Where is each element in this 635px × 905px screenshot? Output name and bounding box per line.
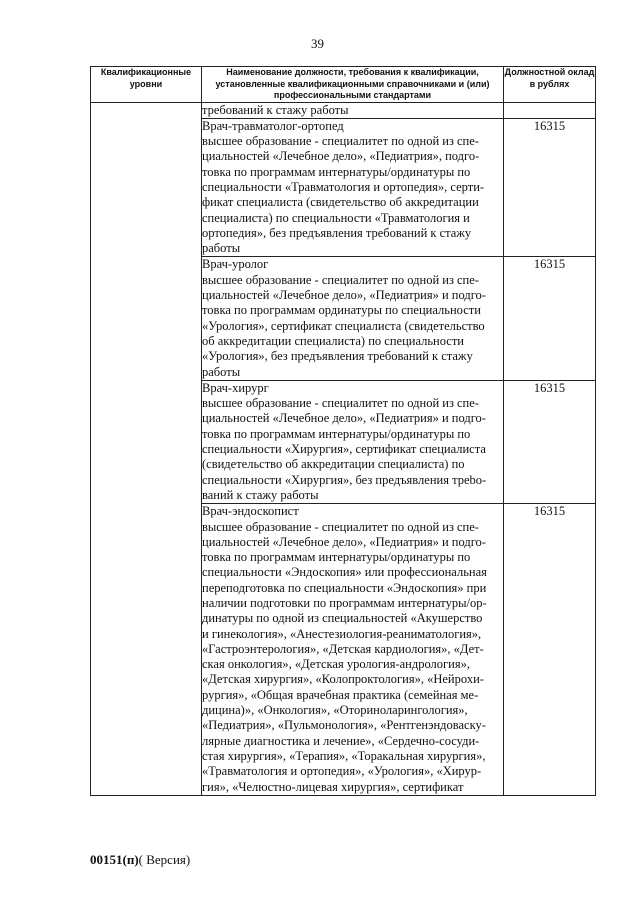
- header-position-requirements: Наименование должности, требования к квалификации, установленные квалификационными справочниками и (или) профессиональными стандартами: [202, 67, 504, 103]
- description-line: циальностей «Лечебное дело», «Педиатрия» и подго-: [202, 288, 486, 303]
- description-line: лярные диагностика и лечение», «Сердечно-сосуди-: [202, 733, 480, 748]
- description-line: и гинекология», «Анестезиология-реаниматология»,: [202, 626, 482, 641]
- description-line: товка по программам ординатуры по специальности: [202, 303, 481, 318]
- description-line: «Урология», без предъявления требований к стажу: [202, 349, 473, 364]
- description-line: ваний к стажу работы: [202, 487, 319, 502]
- salary-cell: 16315: [504, 380, 596, 503]
- table-row: [91, 102, 596, 118]
- description-line: товка по программам интернатуры/ординатуры по: [202, 550, 471, 565]
- salary-cell: [504, 102, 596, 118]
- salary-cell: 16315: [504, 504, 596, 796]
- position-description-cell: [202, 257, 504, 380]
- description-line: наличии подготовки по программам интернатуры/ор-: [202, 596, 487, 610]
- description-line: специальности «Эндоскопия» или профессиональная: [202, 565, 487, 580]
- position-title: Врач-эндоскопист: [202, 504, 299, 519]
- description-line: динатуры по одной из специальностей «Акушерство: [202, 611, 483, 626]
- position-description-cell: [202, 504, 504, 796]
- header-salary: Должностной оклад в рублях: [504, 67, 596, 103]
- salary-cell: 16315: [504, 257, 596, 380]
- header-qualification-levels: Квалификационные уровни: [91, 67, 202, 103]
- description-line: товка по программам интернатуры/ординатуры по: [202, 164, 471, 179]
- description-line: фикат специалиста (свидетельство об аккредитации: [202, 195, 479, 210]
- description-line: «Гастроэнтерология», «Детская кардиология», «Дет-: [202, 641, 484, 656]
- page-number: 39: [311, 36, 324, 51]
- salary-cell: 16315: [504, 118, 596, 257]
- position-description-cell: [202, 118, 504, 257]
- description-line: циальностей «Лечебное дело», «Педиатрия», подго-: [202, 149, 480, 164]
- table-body: [91, 102, 596, 795]
- description-line: работы: [202, 364, 241, 379]
- description-line: дицина)», «Онкология», «Оториноларингология»,: [202, 703, 468, 718]
- description-line: циальностей «Лечебное дело», «Педиатрия» и подго-: [202, 534, 486, 549]
- description-line: «Педиатрия», «Пульмонология», «Рентгенэндоваску-: [202, 718, 486, 733]
- position-title: Врач-травматолог-ортопед: [202, 118, 344, 133]
- description-line: требований к стажу работы: [202, 102, 349, 117]
- position-title: Врач-уролог: [202, 257, 269, 272]
- description-line: высшее образование - специалитет по одной из спе-: [202, 396, 479, 411]
- description-line: «Травматология и ортопедия», «Урология», «Хирур-: [202, 764, 482, 779]
- description-line: циальностей «Лечебное дело», «Педиатрия» и подго-: [202, 411, 486, 426]
- qualification-level-cell: [91, 102, 202, 795]
- description-line: об аккредитации специалиста) по специальности: [202, 333, 464, 348]
- description-line: специальности «Хирургия», сертификат специалиста: [202, 442, 486, 457]
- description-line: специалиста) по специальности «Травматология и: [202, 210, 470, 225]
- table-header-row: [91, 67, 596, 103]
- position-description-cell: [202, 102, 504, 118]
- description-line: специальности «Травматология и ортопедия», серти-: [202, 179, 485, 194]
- description-line: ская онкология», «Детская урология-андрология»,: [202, 657, 470, 672]
- document-version: ( Версия): [138, 852, 191, 867]
- description-line: высшее образование - специалитет по одной из спе-: [202, 519, 479, 534]
- description-line: гия», «Челюстно-лицевая хирургия», сертификат: [202, 779, 464, 794]
- document-code: 00151(п): [90, 852, 139, 867]
- document-footer: [90, 852, 190, 868]
- description-line: «Урология», сертификат специалиста (свидетельство: [202, 318, 485, 333]
- position-title: Врач-хирург: [202, 380, 269, 395]
- description-line: высшее образование - специалитет по одной из спе-: [202, 272, 479, 287]
- description-line: работы: [202, 241, 241, 256]
- description-line: специальности «Хирургия», без предъявления трebo-: [202, 472, 487, 487]
- description-line: высшее образование - специалитет по одной из спе-: [202, 134, 479, 149]
- description-line: рургия», «Общая врачебная практика (семейная ме-: [202, 687, 479, 702]
- description-line: ортопедия», без предъявления требований к стажу: [202, 225, 472, 240]
- description-line: переподготовка по специальности «Эндоскопия» при: [202, 580, 487, 595]
- description-line: (свидетельство об аккредитации специалиста) по: [202, 457, 465, 472]
- qualification-table: [90, 66, 596, 796]
- description-line: товка по программам интернатуры/ординатуры по: [202, 426, 471, 441]
- description-line: стая хирургия», «Терапия», «Торакальная хирургия»,: [202, 748, 486, 763]
- description-line: «Детская хирургия», «Колопроктология», «Нейрохи-: [202, 672, 484, 687]
- position-description-cell: [202, 380, 504, 503]
